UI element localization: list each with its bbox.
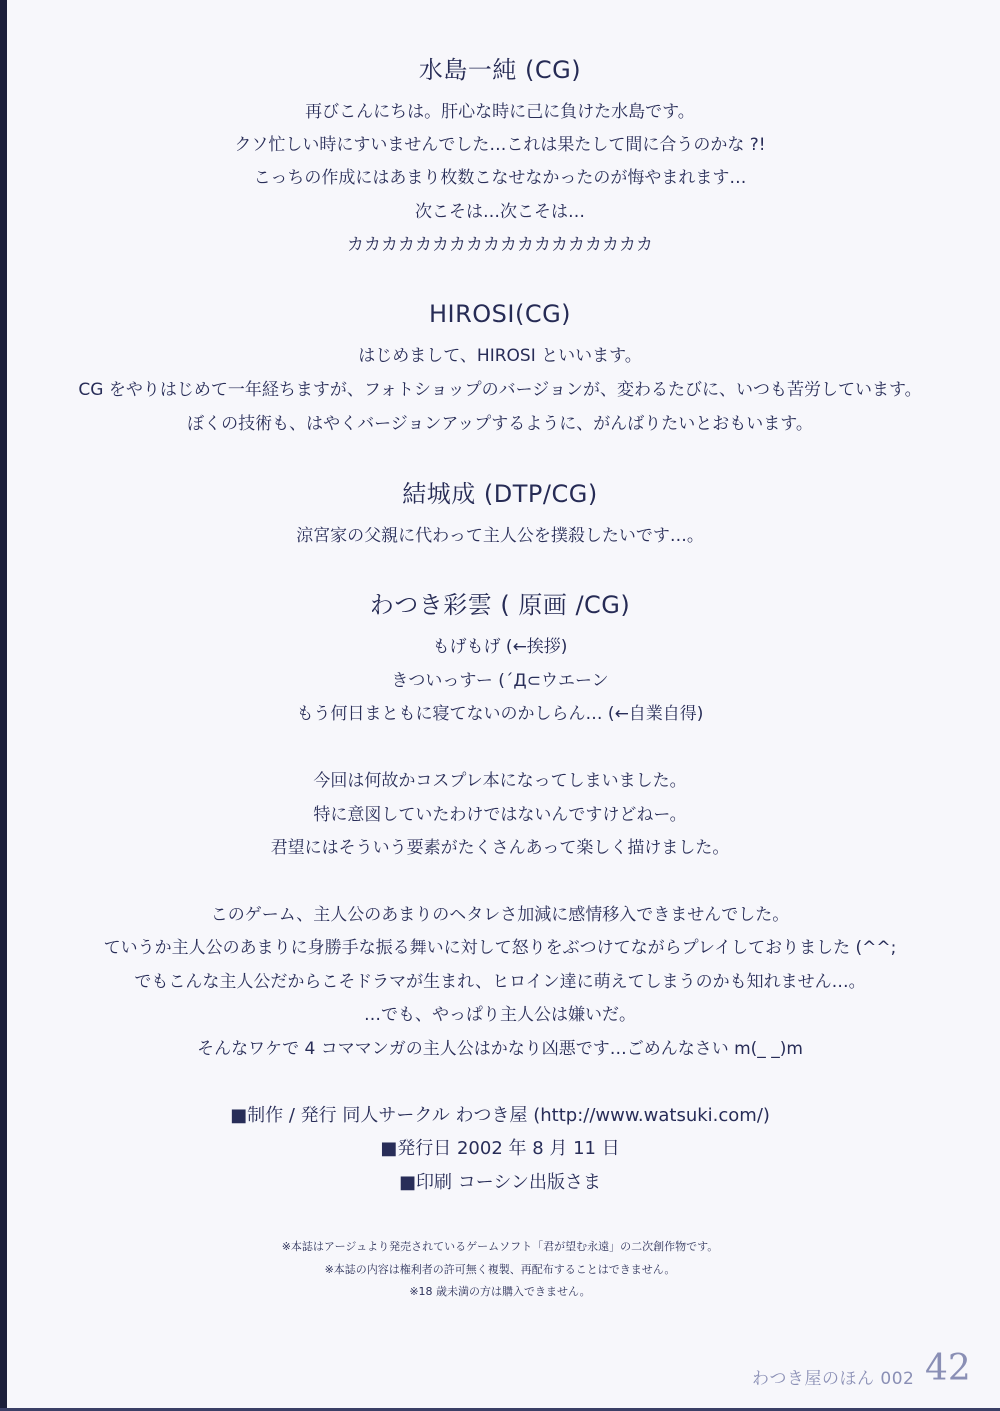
page-number: 42 — [925, 1348, 971, 1389]
mizushima-line-3: こっちの作成にはあまり枚数こなせなかったのが悔やまれます… — [253, 168, 747, 188]
watsuki-line-3: もう何日まともに寝てないのかしらん… (←自業自得) — [296, 704, 704, 724]
section-heading-yuuki: 結城成 (DTP/CG) — [402, 480, 598, 508]
colophon-date: ■発行日 2002 年 8 月 11 日 — [380, 1138, 620, 1159]
watsuki-line-2: きついっすー (´Д⊂ウエーン — [391, 671, 609, 691]
footer-book-title: わつき屋のほん 002 — [752, 1369, 915, 1389]
watsuki-line-10: …でも、やっぱり主人公は嫌いだ。 — [364, 1005, 636, 1025]
note-no-reproduction: ※本誌の内容は権利者の許可無く複製、再配布することはできません。 — [324, 1263, 676, 1276]
watsuki-line-4: 今回は何故かコスプレ本になってしまいました。 — [313, 771, 687, 791]
hirosi-line-3: ぼくの技術も、はやくバージョンアップするように、がんばりたいとおもいます。 — [187, 414, 813, 434]
watsuki-line-8: ていうか主人公のあまりに身勝手な振る舞いに対して怒りをぶつけてながらプレイしておりました (^^; — [103, 938, 897, 958]
colophon-printer: ■印刷 コーシン出版さま — [399, 1172, 601, 1193]
watsuki-line-11: そんなワケで 4 コママンガの主人公はかなり凶悪です…ごめんなさい m(_ _)m — [197, 1039, 803, 1059]
binding-edge — [0, 0, 7, 1411]
watsuki-line-1: もげもげ (←挨拶) — [432, 637, 568, 657]
colophon-publisher: ■制作 / 発行 同人サークル わつき屋 (http://www.watsuki.com/) — [230, 1105, 770, 1126]
watsuki-line-9: でもこんな主人公だからこそドラマが生まれ、ヒロイン達に萌えてしまうのかも知れません…。 — [134, 972, 866, 992]
hirosi-line-2: CG をやりはじめて一年経ちますが、フォトショップのバージョンが、変わるたびに、いつも苦労しています。 — [78, 380, 922, 400]
mizushima-line-4: 次こそは…次こそは… — [415, 202, 585, 222]
section-heading-watsuki: わつき彩雲 ( 原画 /CG) — [369, 591, 631, 619]
note-derivative-work: ※本誌はアージュより発売されているゲームソフト「君が望む永遠」の二次創作物です。 — [281, 1240, 719, 1253]
mizushima-line-5: カカカカカカカカカカカカカカカカカカ — [347, 235, 653, 255]
mizushima-line-2: クソ忙しい時にすいませんでした…これは果たして間に合うのかな ?! — [234, 135, 766, 155]
yuuki-line-1: 涼宮家の父親に代わって主人公を撲殺したいです…。 — [296, 526, 704, 546]
watsuki-line-5: 特に意図していたわけではないんですけどねー。 — [313, 805, 687, 825]
watsuki-line-6: 君望にはそういう要素がたくさんあって楽しく描けました。 — [270, 838, 730, 858]
hirosi-line-1: はじめまして、HIROSI といいます。 — [358, 346, 642, 366]
section-heading-hirosi: HIROSI(CG) — [428, 300, 572, 328]
section-heading-mizushima: 水島一純 (CG) — [418, 56, 582, 84]
mizushima-line-1: 再びこんにちは。肝心な時に己に負けた水島です。 — [305, 102, 695, 122]
watsuki-line-7: このゲーム、主人公のあまりのヘタレさ加減に感情移入できませんでした。 — [210, 905, 790, 925]
note-age-restriction: ※18 歳未満の方は購入できません。 — [409, 1285, 591, 1298]
